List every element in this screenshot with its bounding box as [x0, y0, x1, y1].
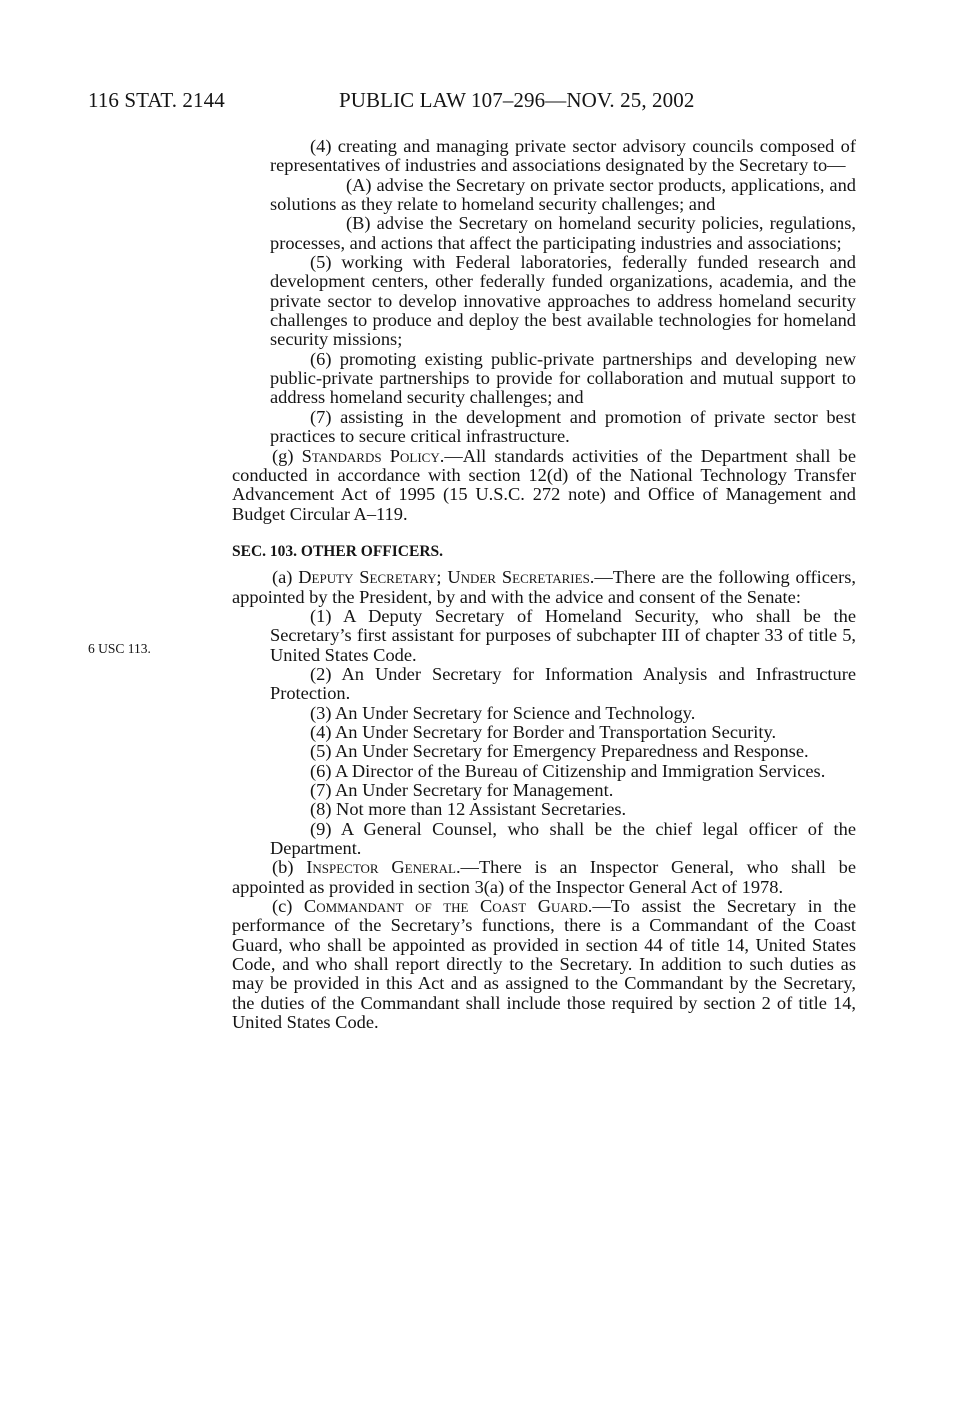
document-body — [232, 137, 856, 1032]
officer-item: (4) An Under Secretary for Border and Transportation Security. — [310, 721, 777, 742]
subsection-b-text: —There is an Inspector General, who shall be appointed as provided in section 3(a) of the Inspector General Act of 1978. — [232, 857, 856, 897]
subsection-g-heading: Standards Policy. — [301, 445, 445, 466]
paragraph-7: (7) assisting in the development and promotion of private sector best practices to secure critical infrastructure. — [270, 406, 856, 447]
officer-item: (3) An Under Secretary for Science and Technology. — [310, 702, 696, 723]
page-header — [88, 88, 868, 118]
margin-citation: 6 USC 113. — [88, 641, 151, 656]
subsection-a-heading: Deputy Secretary; Under Secretaries. — [298, 567, 595, 588]
running-head: PUBLIC LAW 107–296—NOV. 25, 2002 — [339, 88, 695, 112]
subsection-c-label: (c) — [272, 896, 304, 917]
officer-item: (8) Not more than 12 Assistant Secretaries. — [310, 799, 627, 820]
subsection-b-label: (b) — [272, 857, 307, 878]
subsection-a — [232, 568, 856, 607]
paragraph-4: (4) creating and managing private sector advisory councils composed of representatives of industries and associations designated by the Secretary to— — [270, 136, 856, 176]
page-number: 116 STAT. 2144 — [88, 88, 225, 112]
subsection-a-label: (a) — [272, 567, 299, 588]
subsection-g-text: —All standards activities of the Department shall be conducted in accordance with section 12(d) of the National Technology Transfer Advancement Act of 1995 (15 U.S.C. 272 note) and Office of Management and Budget Circular A–119. — [232, 445, 856, 524]
paragraph-6: (6) promoting existing public-private partnerships and developing new public-private partnerships to provide for collaboration and mutual support to address homeland security challenges; and — [270, 348, 856, 408]
paragraph-5: (5) working with Federal laboratories, federally funded research and development centers, other federally funded organizations, academia, and the private sector to develop innovative approaches to address homeland security challenges to produce and deploy the best available technologies for homeland security missions; — [270, 252, 856, 350]
subsection-c — [232, 897, 856, 1032]
section-heading: SEC. 103. OTHER OFFICERS. — [232, 542, 444, 560]
paragraph-4b: (B) advise the Secretary on homeland security policies, regulations, processes, and actions that affect the participating industries and associations; — [270, 213, 856, 253]
officer-item: (1) A Deputy Secretary of Homeland Security, who shall be the Secretary’s first assistant for purposes of subchapter III of chapter 33 of title 5, United States Code. — [270, 605, 856, 665]
subsection-b — [232, 858, 856, 897]
subsection-c-text: —To assist the Secretary in the performance of the Secretary’s functions, there is a Commandant of the Coast Guard, who shall be appointed as provided in section 44 of title 14, United States Code, and who shall report directly to the Secretary. In addition to such duties as may be provided in this Act and as assigned to the Commandant by the Secretary, the duties of the Commandant shall include those required by section 2 of title 14, United States Code. — [232, 896, 856, 1033]
officer-item: (9) A General Counsel, who shall be the chief legal officer of the Department. — [270, 818, 856, 859]
subsection-g — [232, 447, 856, 524]
paragraph-4a: (A) advise the Secretary on private sector products, applications, and solutions as they relate to homeland security challenges; and — [270, 174, 856, 215]
officer-item: (6) A Director of the Bureau of Citizenship and Immigration Services. — [310, 760, 826, 781]
subsection-b-heading: Inspector General. — [306, 857, 461, 878]
subsection-c-heading: Commandant of the Coast Guard. — [303, 896, 593, 917]
officer-item: (5) An Under Secretary for Emergency Preparedness and Response. — [310, 741, 809, 762]
officer-item: (7) An Under Secretary for Management. — [310, 780, 614, 800]
subsection-g-label: (g) — [272, 445, 302, 466]
subsection-a-text: —There are the following officers, appointed by the President, by and with the advice and consent of the Senate: — [232, 567, 856, 607]
officer-item: (2) An Under Secretary for Information Analysis and Infrastructure Protection. — [270, 663, 856, 704]
